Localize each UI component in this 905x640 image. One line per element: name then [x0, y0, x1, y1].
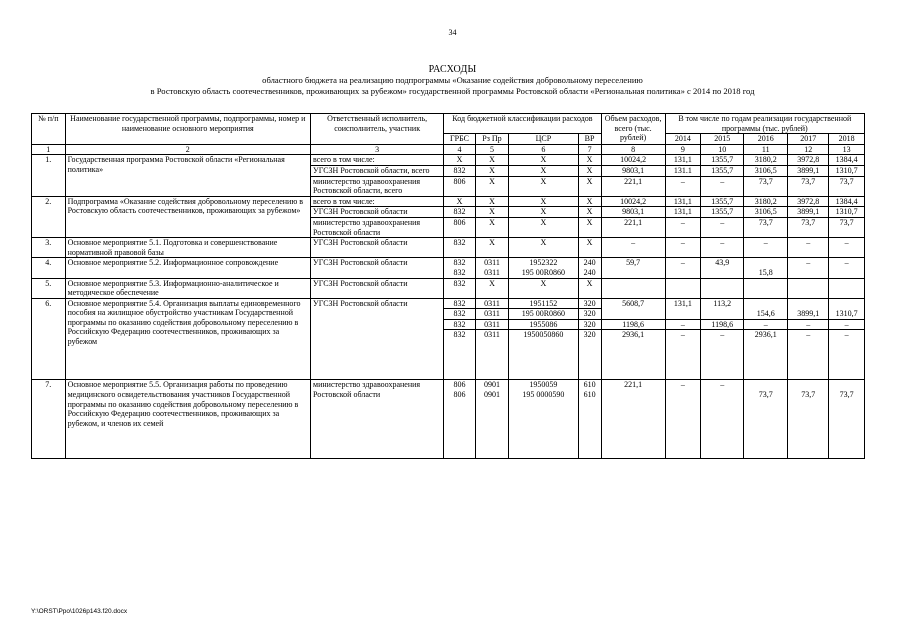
header-code-group: Код бюджетной классификации расходов [444, 114, 601, 134]
cell-total: 9803,1 [601, 165, 665, 176]
table-row [32, 155, 865, 166]
cell-grbs: 832 [444, 298, 475, 309]
page-number: 34 [448, 28, 457, 37]
cell-2017: – [788, 238, 829, 258]
cell-2018: 1310,7 [829, 207, 865, 218]
cell-2015: 113,2 [701, 298, 744, 319]
cell-vr: Х [578, 278, 601, 298]
cell-2016: 3180,2 [744, 155, 788, 166]
cell-2017: 3899,1 [788, 207, 829, 218]
cell-2014: – [665, 330, 701, 380]
cell-2016 [744, 298, 788, 309]
cell-2015: – [701, 380, 744, 458]
cell-csr: 195 00R0860 [509, 268, 578, 278]
cell-2017: 3972,8 [788, 196, 829, 207]
header-rzpr: Рз Пр [475, 134, 509, 145]
document-subtitle-line2: в Ростовскую область соотечественников, проживающих за рубежом» государственной программы Ростовской области «Региональная политика» с 2014 по 2018 год [150, 86, 755, 96]
cell-total: 221,1 [601, 176, 665, 196]
cell-csr: 1950050860 [509, 330, 578, 380]
cell-rzpr: 0311 [475, 319, 509, 330]
cell-rzpr: Х [475, 217, 509, 237]
table-row [32, 298, 865, 309]
row-name: Основное мероприятие 5.4. Организация выплаты единовременного пособия на жилищное обустройство участникам Государственной программы по оказанию содействия добровольному переселению в Российскую Федерацию соотечественников, проживающих за рубежом [65, 298, 310, 380]
table-row [32, 278, 865, 298]
cell-2017: 3972,8 [788, 155, 829, 166]
cell-vr: 320 [578, 309, 601, 320]
cell-2015: 43,9 [701, 258, 744, 278]
header-vr: ВР [578, 134, 601, 145]
cell-csr: Х [509, 176, 578, 196]
cell-2017: 73,7 [788, 176, 829, 196]
row-responsible: УГСЗН Ростовской области [311, 207, 444, 218]
col-number: 6 [509, 144, 578, 155]
cell-2014: – [665, 238, 701, 258]
col-number: 3 [311, 144, 444, 155]
cell-csr: Х [509, 165, 578, 176]
cell-total [601, 278, 665, 298]
cell-csr: 1955086 [509, 319, 578, 330]
document-title: РАСХОДЫ [428, 64, 477, 75]
table-row [32, 258, 865, 268]
cell-2018: 1310,7 [829, 165, 865, 176]
cell-total: 221,1 [601, 380, 665, 458]
cell-2014: – [665, 380, 701, 458]
cell-2014: 131,1 [665, 155, 701, 166]
cell-2018 [829, 298, 865, 309]
cell-csr: 1950059 [509, 380, 578, 390]
col-number: 2 [65, 144, 310, 155]
cell-rzpr: 0901 [475, 380, 509, 390]
cell-2015 [701, 278, 744, 298]
cell-2018: 1384,4 [829, 196, 865, 207]
cell-2016: 73,7 [744, 176, 788, 196]
table-row [32, 238, 865, 258]
cell-2016 [744, 278, 788, 298]
cell-vr: 240 [578, 258, 601, 268]
cell-2017: 3899,1 [788, 309, 829, 320]
cell-2016: 3106,5 [744, 207, 788, 218]
col-number: 11 [744, 144, 788, 155]
cell-2017 [788, 278, 829, 298]
cell-2014: 131.1 [665, 165, 701, 176]
cell-2017 [788, 298, 829, 309]
header-2014: 2014 [665, 134, 701, 145]
cell-grbs: 832 [444, 238, 475, 258]
row-responsible: всего в том числе: [311, 155, 444, 166]
cell-2018: 73,7 [829, 176, 865, 196]
cell-csr: Х [509, 155, 578, 166]
row-responsible: УГСЗН Ростовской области [311, 298, 444, 380]
cell-grbs: 832 [444, 278, 475, 298]
cell-rzpr: Х [475, 176, 509, 196]
row-responsible: УГСЗН Ростовской области [311, 278, 444, 298]
header-2015: 2015 [701, 134, 744, 145]
cell-2016: 154,6 [744, 309, 788, 320]
cell-2016: 3106,5 [744, 165, 788, 176]
cell-grbs: 832 [444, 207, 475, 218]
cell-total: 9803,1 [601, 207, 665, 218]
cell-2018: – [829, 319, 865, 330]
header-years-group: В том числе по годам реализации государственной программы (тыс. рублей) [665, 114, 864, 134]
row-num: 7. [32, 380, 66, 458]
row-name: Основное мероприятие 5.2. Информационное сопровождение [65, 258, 310, 278]
row-responsible: УГСЗН Ростовской области [311, 258, 444, 278]
cell-rzpr: Х [475, 278, 509, 298]
cell-2018: 1384,4 [829, 155, 865, 166]
cell-2014: – [665, 258, 701, 278]
cell-2017: – [788, 258, 829, 278]
header-csr: ЦСР [509, 134, 578, 145]
row-name: Подпрограмма «Оказание содействия добровольному переселению в Ростовскую область соотечественников, проживающих за рубежом» [65, 196, 310, 237]
cell-rzpr: Х [475, 165, 509, 176]
table-row [32, 380, 865, 390]
document-subtitle-line1: областного бюджета на реализацию подпрограммы «Оказание содействия добровольному переселению [262, 75, 643, 85]
cell-total: 221,1 [601, 217, 665, 237]
cell-2016 [744, 380, 788, 390]
cell-vr: Х [578, 238, 601, 258]
cell-vr: 320 [578, 298, 601, 309]
cell-2017: 3899,1 [788, 165, 829, 176]
cell-2018: – [829, 330, 865, 380]
cell-grbs: 806 [444, 217, 475, 237]
cell-2014: 131,1 [665, 207, 701, 218]
col-number: 9 [665, 144, 701, 155]
cell-grbs: Х [444, 196, 475, 207]
cell-vr: 320 [578, 330, 601, 380]
cell-2016: 15,8 [744, 268, 788, 278]
cell-csr: Х [509, 238, 578, 258]
cell-2015: 1355,7 [701, 207, 744, 218]
cell-rzpr: Х [475, 155, 509, 166]
row-num: 6. [32, 298, 66, 380]
title-block [0, 64, 905, 97]
header-num: № п/п [32, 114, 66, 145]
budget-table [31, 113, 865, 459]
cell-2015: 1355,7 [701, 155, 744, 166]
cell-grbs: 806 [444, 380, 475, 390]
cell-grbs: 832 [444, 319, 475, 330]
cell-2016: 3180,2 [744, 196, 788, 207]
header-grbs: ГРБС [444, 134, 475, 145]
cell-2015: 1355,7 [701, 165, 744, 176]
column-number-row [32, 144, 865, 155]
file-path-footer: Y:\ORST\Ppo\1026p143.f20.docx [31, 608, 128, 615]
cell-rzpr: 0311 [475, 309, 509, 320]
cell-2014: 131,1 [665, 298, 701, 319]
cell-2015: 1198,6 [701, 319, 744, 330]
cell-2018 [829, 278, 865, 298]
row-num: 3. [32, 238, 66, 258]
header-total: Объем расходов, всего (тыс. рублей) [601, 114, 665, 145]
cell-grbs: 832 [444, 258, 475, 268]
col-number: 1 [32, 144, 66, 155]
cell-grbs: 832 [444, 268, 475, 278]
header-name: Наименование государственной программы, подпрограммы, номер и наименование основного мероприятия [65, 114, 310, 145]
cell-2014: – [665, 319, 701, 330]
row-num: 1. [32, 155, 66, 196]
cell-2017: – [788, 319, 829, 330]
cell-vr: Х [578, 217, 601, 237]
cell-total: 1198,6 [601, 319, 665, 330]
row-num: 4. [32, 258, 66, 278]
header-2017: 2017 [788, 134, 829, 145]
row-name: Государственная программа Ростовской области «Региональная политика» [65, 155, 310, 196]
cell-vr: 610 [578, 380, 601, 390]
row-name: Основное мероприятие 5.1. Подготовка и совершенствование нормативной правовой базы [65, 238, 310, 258]
row-name: Основное мероприятие 5.3. Информационно-аналитическое и методическое обеспечение [65, 278, 310, 298]
cell-csr: Х [509, 217, 578, 237]
row-responsible: министерство здравоохранения Ростовской области [311, 380, 444, 458]
cell-2015: – [701, 330, 744, 380]
cell-total: 10024,2 [601, 196, 665, 207]
cell-2017 [788, 380, 829, 390]
cell-2018: 73,7 [829, 390, 865, 458]
row-responsible: УГСЗН Ростовской области [311, 238, 444, 258]
col-number: 10 [701, 144, 744, 155]
cell-2015: – [701, 238, 744, 258]
cell-rzpr: 0901 [475, 390, 509, 458]
cell-rzpr: Х [475, 207, 509, 218]
cell-2018: 73,7 [829, 217, 865, 237]
cell-csr: 1951152 [509, 298, 578, 309]
cell-csr: 1952322 [509, 258, 578, 268]
cell-2015: – [701, 176, 744, 196]
cell-vr: 610 [578, 390, 601, 458]
cell-total: 5608,7 [601, 298, 665, 319]
cell-vr: Х [578, 165, 601, 176]
cell-2014: – [665, 176, 701, 196]
cell-rzpr: 0311 [475, 268, 509, 278]
row-num: 5. [32, 278, 66, 298]
cell-2014: – [665, 217, 701, 237]
cell-vr: 320 [578, 319, 601, 330]
header-row [32, 114, 865, 134]
cell-total: 10024,2 [601, 155, 665, 166]
cell-total: – [601, 238, 665, 258]
cell-2016: – [744, 238, 788, 258]
row-name: Основное мероприятие 5.5. Организация работы по проведению медицинского освидетельствования участников Государственной программы по оказанию содействия добровольному переселению в Российскую Федерацию соотечественников, проживающих за рубежом, и членов их семей [65, 380, 310, 458]
cell-vr: Х [578, 207, 601, 218]
row-responsible: всего в том числе: [311, 196, 444, 207]
cell-rzpr: 0311 [475, 258, 509, 268]
cell-csr: Х [509, 207, 578, 218]
header-responsible: Ответственный исполнитель, соисполнитель, участник [311, 114, 444, 145]
cell-vr: Х [578, 155, 601, 166]
cell-vr: Х [578, 196, 601, 207]
cell-2015: – [701, 217, 744, 237]
cell-2016: 73,7 [744, 390, 788, 458]
col-number: 7 [578, 144, 601, 155]
cell-2017: 73,7 [788, 217, 829, 237]
cell-2016: 73,7 [744, 217, 788, 237]
cell-2018: 1310,7 [829, 309, 865, 320]
cell-2016: – [744, 319, 788, 330]
col-number: 5 [475, 144, 509, 155]
cell-grbs: 832 [444, 165, 475, 176]
cell-2015: 1355,7 [701, 196, 744, 207]
cell-grbs: 806 [444, 390, 475, 458]
cell-csr: Х [509, 196, 578, 207]
row-responsible: УГСЗН Ростовской области, всего [311, 165, 444, 176]
cell-rzpr: Х [475, 238, 509, 258]
cell-rzpr: 0311 [475, 298, 509, 309]
cell-vr: Х [578, 176, 601, 196]
cell-grbs: 832 [444, 309, 475, 320]
cell-2016: 2936,1 [744, 330, 788, 380]
cell-grbs: 832 [444, 330, 475, 380]
cell-rzpr: Х [475, 196, 509, 207]
cell-total: 59,7 [601, 258, 665, 278]
cell-csr: Х [509, 278, 578, 298]
cell-2014 [665, 278, 701, 298]
header-2016: 2016 [744, 134, 788, 145]
table-row [32, 196, 865, 207]
cell-2016 [744, 258, 788, 268]
row-responsible: министерство здравоохранения Ростовской области, всего [311, 176, 444, 196]
cell-csr: 195 0000590 [509, 390, 578, 458]
cell-2018: – [829, 258, 865, 278]
col-number: 4 [444, 144, 475, 155]
cell-2018: – [829, 238, 865, 258]
cell-grbs: 806 [444, 176, 475, 196]
cell-2018 [829, 380, 865, 390]
cell-csr: 195 00R0860 [509, 309, 578, 320]
cell-2014: 131,1 [665, 196, 701, 207]
cell-vr: 240 [578, 268, 601, 278]
col-number: 12 [788, 144, 829, 155]
col-number: 8 [601, 144, 665, 155]
col-number: 13 [829, 144, 865, 155]
cell-grbs: Х [444, 155, 475, 166]
cell-2017: – [788, 330, 829, 380]
cell-2017: 73,7 [788, 390, 829, 458]
header-2018: 2018 [829, 134, 865, 145]
row-num: 2. [32, 196, 66, 237]
row-responsible: министерство здравоохранения Ростовской области [311, 217, 444, 237]
cell-rzpr: 0311 [475, 330, 509, 380]
cell-total: 2936,1 [601, 330, 665, 380]
